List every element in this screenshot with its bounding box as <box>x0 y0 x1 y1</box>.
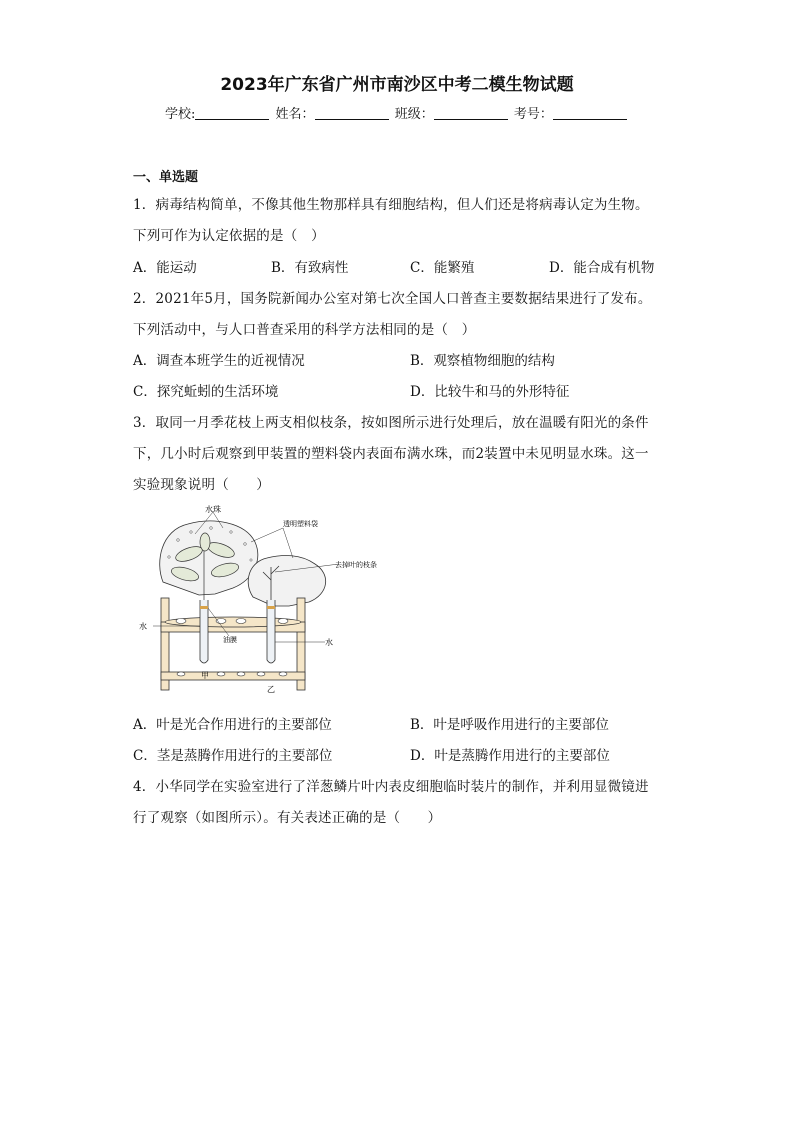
class-label: 班级： <box>394 107 434 122</box>
q2-option-d: D．比较牛和马的外形特征 <box>410 384 570 400</box>
q3-option-a: A．叶是光合作用进行的主要部位 <box>133 717 332 733</box>
label-water-drops: 水珠 <box>205 505 221 514</box>
school-label: 学校: <box>165 107 196 122</box>
q3-option-d: D．叶是蒸腾作用进行的主要部位 <box>410 748 610 764</box>
plastic-bag-jia <box>160 521 258 595</box>
number-label: 考号： <box>513 107 553 122</box>
q2-option-b: B．观察植物细胞的结构 <box>410 353 555 369</box>
q1-option-c: C．能繁殖 <box>410 260 475 276</box>
label-oil-film: 油膜 <box>223 636 237 644</box>
oil-film-yi <box>267 606 275 609</box>
q4-line1: 4．小华同学在实验室进行了洋葱鳞片叶内表皮细胞临时装片的制作，并利用显微镜进 <box>133 779 649 795</box>
q2-line1: 2．2021年5月，国务院新闻办公室对第七次全国人口普查主要数据结果进行了发布。 <box>133 291 652 307</box>
label-water-left: 水 <box>139 622 147 631</box>
plastic-bag-yi <box>248 556 325 606</box>
q1-option-a: A．能运动 <box>133 260 197 276</box>
q2-line2: 下列活动中，与人口普查采用的科学方法相同的是（ ） <box>133 322 476 338</box>
transpiration-experiment-figure <box>133 502 393 694</box>
name-label: 姓名： <box>275 107 315 122</box>
q1-option-b: B．有致病性 <box>271 260 349 276</box>
q4-line2: 行了观察（如图所示）。有关表述正确的是（ ） <box>133 810 442 826</box>
q2-option-a: A．调查本班学生的近视情况 <box>133 353 305 369</box>
page-title: 2023年广东省广州市南沙区中考二模生物试题 <box>220 75 574 95</box>
q3-line2: 下，几小时后观察到甲装置的塑料袋内表面布满水珠，而2装置中未见明显水珠。这一 <box>133 446 649 462</box>
q3-line1: 3．取同一月季花枝上两支相似枝条，按如图所示进行处理后，放在温暖有阳光的条件 <box>133 415 649 431</box>
test-tube-jia <box>200 600 208 663</box>
section-heading: 一、单选题 <box>133 170 199 185</box>
school-blank <box>195 106 269 120</box>
label-leafless-branch: 去掉叶的枝条 <box>335 561 377 569</box>
test-tube-yi <box>267 600 275 663</box>
q1-option-d: D．能合成有机物 <box>549 260 655 276</box>
student-info-line <box>165 103 629 122</box>
number-blank <box>553 106 627 120</box>
q1-line2: 下列可作为认定依据的是（ ） <box>133 228 325 244</box>
q3-option-c: C．茎是蒸腾作用进行的主要部位 <box>133 748 333 764</box>
label-water-right: 水 <box>325 638 333 647</box>
label-plastic-bag: 透明塑料袋 <box>283 520 318 528</box>
q3-option-b: B．叶是呼吸作用进行的主要部位 <box>410 717 609 733</box>
label-jia: 甲 <box>201 671 209 680</box>
q3-line3: 实验现象说明（ ） <box>133 477 270 493</box>
class-blank <box>434 106 508 120</box>
label-yi: 乙 <box>267 685 275 694</box>
q2-option-c: C．探究蚯蚓的生活环境 <box>133 384 279 400</box>
name-blank <box>315 106 389 120</box>
q1-line1: 1．病毒结构简单，不像其他生物那样具有细胞结构，但人们还是将病毒认定为生物。 <box>133 197 649 213</box>
oil-film-jia <box>200 606 208 609</box>
